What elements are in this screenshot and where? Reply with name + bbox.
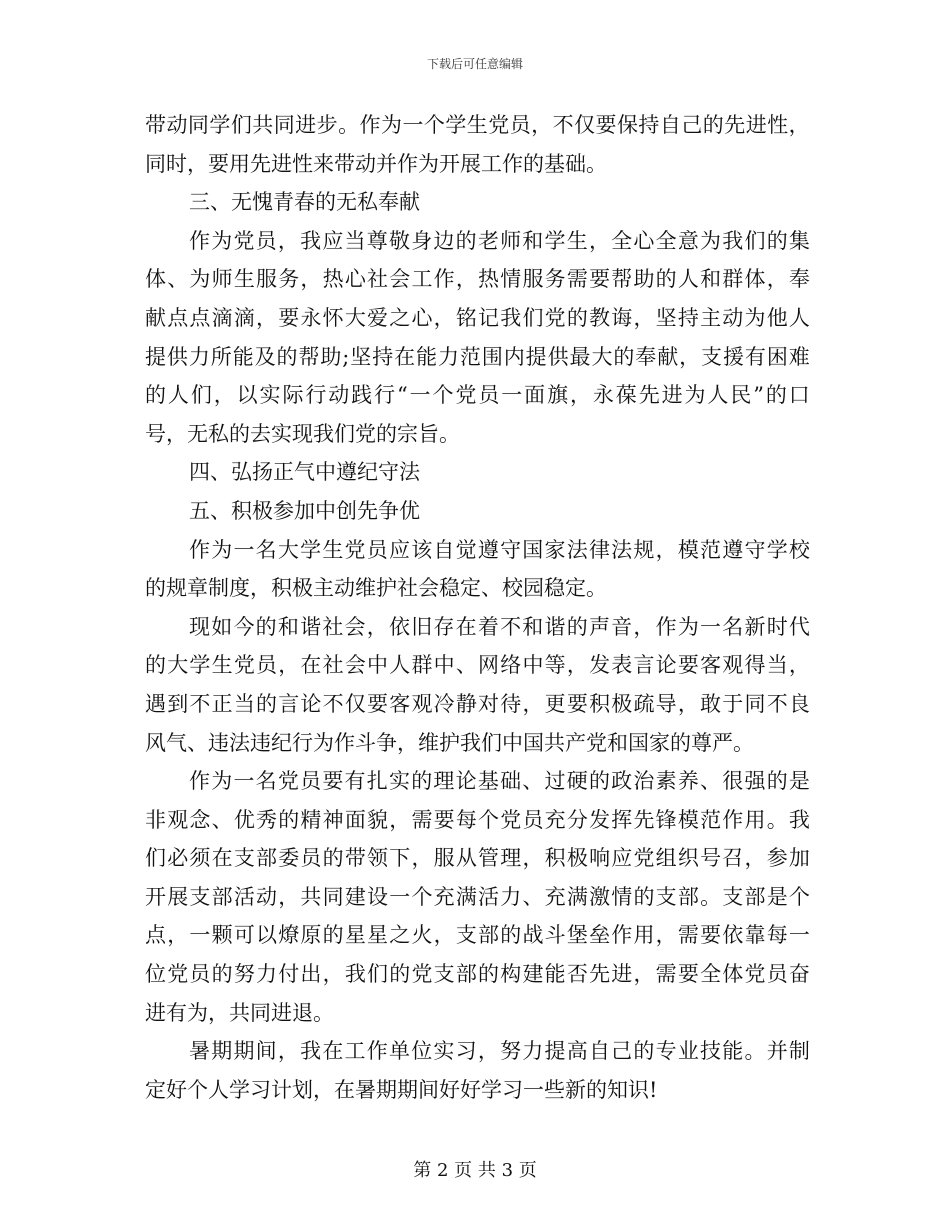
text-line: 们 必 须 在 支 部 委 员 的 带 领 下 ， 服 从 管 理 ， 积 极 响 应 党 组 织 号 召 ， 参 加 bbox=[145, 846, 810, 871]
text-line: 的 规 章 制 度 ， 积 极 主 动 维 护 社 会 稳 定 、 校 园 稳 定 。 bbox=[145, 576, 607, 601]
section-heading: 四 、 弘 扬 正 气 中 遵 纪 守 法 bbox=[189, 460, 420, 485]
text-line: 作 为 一 名 党 员 要 有 扎 实 的 理 论 基 础 、 过 硬 的 政 治 素 养 、 很 强 的 是 bbox=[189, 769, 810, 794]
text-line: 带 动 同 学 们 共 同 进 步 。 作 为 一 个 学 生 党 员 ， 不 仅 要 保 持 自 己 的 先 进 性 ， bbox=[145, 113, 810, 137]
text-line: 现 如 今 的 和 谐 社 会 ， 依 旧 存 在 着 不 和 谐 的 声 音 ， 作 为 一 名 新 时 代 bbox=[189, 614, 810, 639]
text-line: 的 大 学 生 党 员 ， 在 社 会 中 人 群 中 、 网 络 中 等 ， 发 表 言 论 要 客 观 得 当 ， bbox=[145, 653, 810, 678]
section-heading: 五 、 积 极 参 加 中 创 先 争 优 bbox=[189, 498, 420, 523]
document-body bbox=[145, 106, 810, 1109]
text-line: 非 观 念 、 优 秀 的 精 神 面 貌 ， 需 要 每 个 党 员 充 分 发 挥 先 锋 模 范 作 用 。 我 bbox=[145, 807, 810, 832]
text-line: 献 点 点 滴 滴 ， 要 永 怀 大 爱 之 心 ， 铭 记 我 们 党 的 教 诲 ， 坚 持 主 动 为 他 人 bbox=[145, 305, 810, 330]
page-header-note: 下载后可任意编辑 bbox=[426, 57, 523, 71]
page-number: 第 2 页 共 3 页 bbox=[413, 1160, 537, 1181]
text-line: 作 为 一 名 大 学 生 党 员 应 该 自 觉 遵 守 国 家 法 律 法 规 ， 模 范 遵 守 学 校 bbox=[189, 537, 810, 562]
text-line: 遇 到 不 正 当 的 言 论 不 仅 要 客 观 冷 静 对 待 ， 更 要 积 极 疏 导 ， 敢 于 同 不 良 bbox=[145, 691, 810, 716]
text-line: 号 ， 无 私 的 去 实 现 我 们 党 的 宗 旨 。 bbox=[145, 421, 460, 446]
text-line: 的 人 们 ， 以 实 际 行 动 践 行 “ 一 个 党 员 一 面 旗 ， 永 葆 先 进 为 人 民 ” 的 口 bbox=[145, 383, 810, 408]
section-heading: 三 、 无 愧 青 春 的 无 私 奉 献 bbox=[189, 190, 420, 215]
text-line: 作 为 党 员 ， 我 应 当 尊 敬 身 边 的 老 师 和 学 生 ， 全 心 全 意 为 我 们 的 集 bbox=[189, 228, 810, 253]
text-line: 定 好 个 人 学 习 计 划 ， 在 暑 期 期 间 好 好 学 习 一 些 新 的 知 识 ! bbox=[145, 1077, 658, 1102]
text-line: 位 党 员 的 努 力 付 出 ， 我 们 的 党 支 部 的 构 建 能 否 先 进 ， 需 要 全 体 党 员 奋 bbox=[145, 962, 810, 987]
text-line: 暑 期 期 间 ， 我 在 工 作 单 位 实 习 ， 努 力 提 高 自 己 的 专 业 技 能 。 并 制 bbox=[189, 1039, 810, 1064]
text-line: 提 供 力 所 能 及 的 帮 助 ; 坚 持 在 能 力 范 围 内 提 供 最 大 的 奉 献 ， 支 援 有 困 难 bbox=[145, 344, 810, 369]
text-line: 点 ， 一 颗 可 以 燎 原 的 星 星 之 火 ， 支 部 的 战 斗 堡 垒 作 用 ， 需 要 依 靠 每 一 bbox=[145, 923, 810, 948]
text-line: 开 展 支 部 活 动 ， 共 同 建 设 一 个 充 满 活 力 、 充 满 激 情 的 支 部 。 支 部 是 个 bbox=[145, 884, 810, 909]
text-line: 体 、 为 师 生 服 务 ， 热 心 社 会 工 作 ， 热 情 服 务 需 要 帮 助 的 人 和 群 体 ， 奉 bbox=[145, 267, 810, 292]
text-line: 风 气 、 违 法 违 纪 行 为 作 斗 争 ， 维 护 我 们 中 国 共 产 党 和 国 家 的 尊 严 。 bbox=[145, 730, 754, 755]
text-line: 进 有 为 ， 共 同 进 退 。 bbox=[145, 1000, 334, 1025]
text-line: 同 时 ， 要 用 先 进 性 来 带 动 并 作 为 开 展 工 作 的 基 础 。 bbox=[145, 151, 607, 176]
